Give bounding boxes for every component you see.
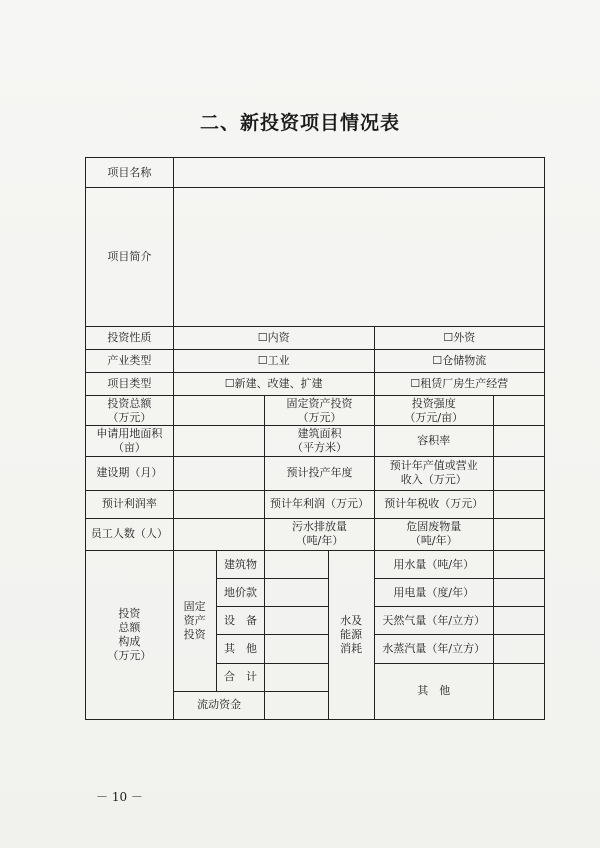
value-land-area[interactable]: [173, 426, 265, 456]
label-profit-rate: 预计利润率: [86, 490, 174, 518]
row-project-intro: [86, 188, 545, 327]
label-project-type: 项目类型: [86, 373, 174, 396]
label-power-usage: 用电量（度/年）: [374, 579, 493, 607]
label-natural-gas: 天然气量（年/立方）: [374, 607, 493, 635]
row-industry-type: [86, 350, 545, 373]
label-project-name: 项目名称: [86, 158, 174, 188]
row-build-period: [86, 456, 545, 490]
value-hazardous-waste[interactable]: [493, 518, 544, 550]
row-profit-rate: [86, 490, 545, 518]
checkbox-industrial[interactable]: ☐工业: [173, 350, 374, 373]
label-total-invest: 投资总额 （万元）: [86, 396, 174, 426]
value-plot-ratio[interactable]: [493, 426, 544, 456]
value-build-period[interactable]: [173, 456, 265, 490]
value-land-price[interactable]: [265, 579, 328, 607]
label-steam: 水蒸汽量（年/立方）: [374, 635, 493, 663]
label-annual-tax: 预计年税收（万元）: [374, 490, 493, 518]
row-land-area: [86, 426, 545, 456]
checkbox-lease-factory[interactable]: ☐租赁厂房生产经营: [374, 373, 544, 396]
value-other[interactable]: [265, 635, 328, 663]
label-water-energy: 水及 能源 消耗: [328, 551, 374, 720]
label-land-area: 申请用地面积 （亩）: [86, 426, 174, 456]
checkbox-foreign[interactable]: ☐外资: [374, 326, 544, 349]
page-number: － 10 －: [96, 790, 143, 804]
label-energy-other: 其 他: [374, 663, 493, 719]
label-invest-nature: 投资性质: [86, 326, 174, 349]
investment-project-table: [85, 157, 545, 720]
label-invest-composition: 投资 总额 构成 （万元）: [86, 551, 174, 720]
value-power-usage[interactable]: [493, 579, 544, 607]
checkbox-domestic[interactable]: ☐内资: [173, 326, 374, 349]
row-total-invest: [86, 396, 545, 426]
row-invest-nature: [86, 326, 545, 349]
label-total: 合 计: [216, 663, 265, 691]
label-project-intro: 项目简介: [86, 188, 174, 327]
checkbox-warehouse-logistics[interactable]: ☐仓储物流: [374, 350, 544, 373]
value-water-usage[interactable]: [493, 551, 544, 579]
label-current-assets: 流动资金: [173, 691, 265, 719]
label-other: 其 他: [216, 635, 265, 663]
page-title: 二、新投资项目情况表: [199, 112, 400, 134]
value-total[interactable]: [265, 663, 328, 691]
value-profit-rate[interactable]: [173, 490, 265, 518]
label-equipment: 设 备: [216, 607, 265, 635]
label-wastewater: 污水排放量 （吨/年）: [265, 518, 374, 550]
value-project-name[interactable]: [173, 158, 544, 188]
label-water-usage: 用水量（吨/年）: [374, 551, 493, 579]
row-staff: [86, 518, 545, 550]
value-buildings[interactable]: [265, 551, 328, 579]
row-project-type: [86, 373, 545, 396]
label-hazardous-waste: 危固废物量 （吨/年）: [374, 518, 493, 550]
value-current-assets[interactable]: [265, 691, 328, 719]
checkbox-new-build[interactable]: ☐新建、改建、扩建: [173, 373, 374, 396]
value-equipment[interactable]: [265, 607, 328, 635]
label-staff-count: 员工人数（人）: [86, 518, 174, 550]
value-invest-intensity[interactable]: [493, 396, 544, 426]
value-project-intro[interactable]: [173, 188, 544, 327]
label-buildings: 建筑物: [216, 551, 265, 579]
label-expected-output: 预计年产值或营业 收入（万元）: [374, 456, 493, 490]
label-industry-type: 产业类型: [86, 350, 174, 373]
label-expected-start-year: 预计投产年度: [265, 456, 374, 490]
label-plot-ratio: 容积率: [374, 426, 493, 456]
label-annual-profit: 预计年利润（万元）: [265, 490, 374, 518]
value-steam[interactable]: [493, 635, 544, 663]
label-fixed-asset-invest: 固定资产投资 （万元）: [265, 396, 374, 426]
label-land-price: 地价款: [216, 579, 265, 607]
value-staff-count[interactable]: [173, 518, 265, 550]
value-expected-output[interactable]: [493, 456, 544, 490]
value-natural-gas[interactable]: [493, 607, 544, 635]
value-annual-tax[interactable]: [493, 490, 544, 518]
row-composition-1: [86, 551, 545, 579]
value-total-invest[interactable]: [173, 396, 265, 426]
label-fixed-asset: 固定 资产 投资: [173, 551, 216, 692]
label-build-period: 建设期（月）: [86, 456, 174, 490]
row-project-name: [86, 158, 545, 188]
value-energy-other[interactable]: [493, 663, 544, 719]
label-invest-intensity: 投资强度 （万元/亩）: [374, 396, 493, 426]
label-building-area: 建筑面积 （平方米）: [265, 426, 374, 456]
